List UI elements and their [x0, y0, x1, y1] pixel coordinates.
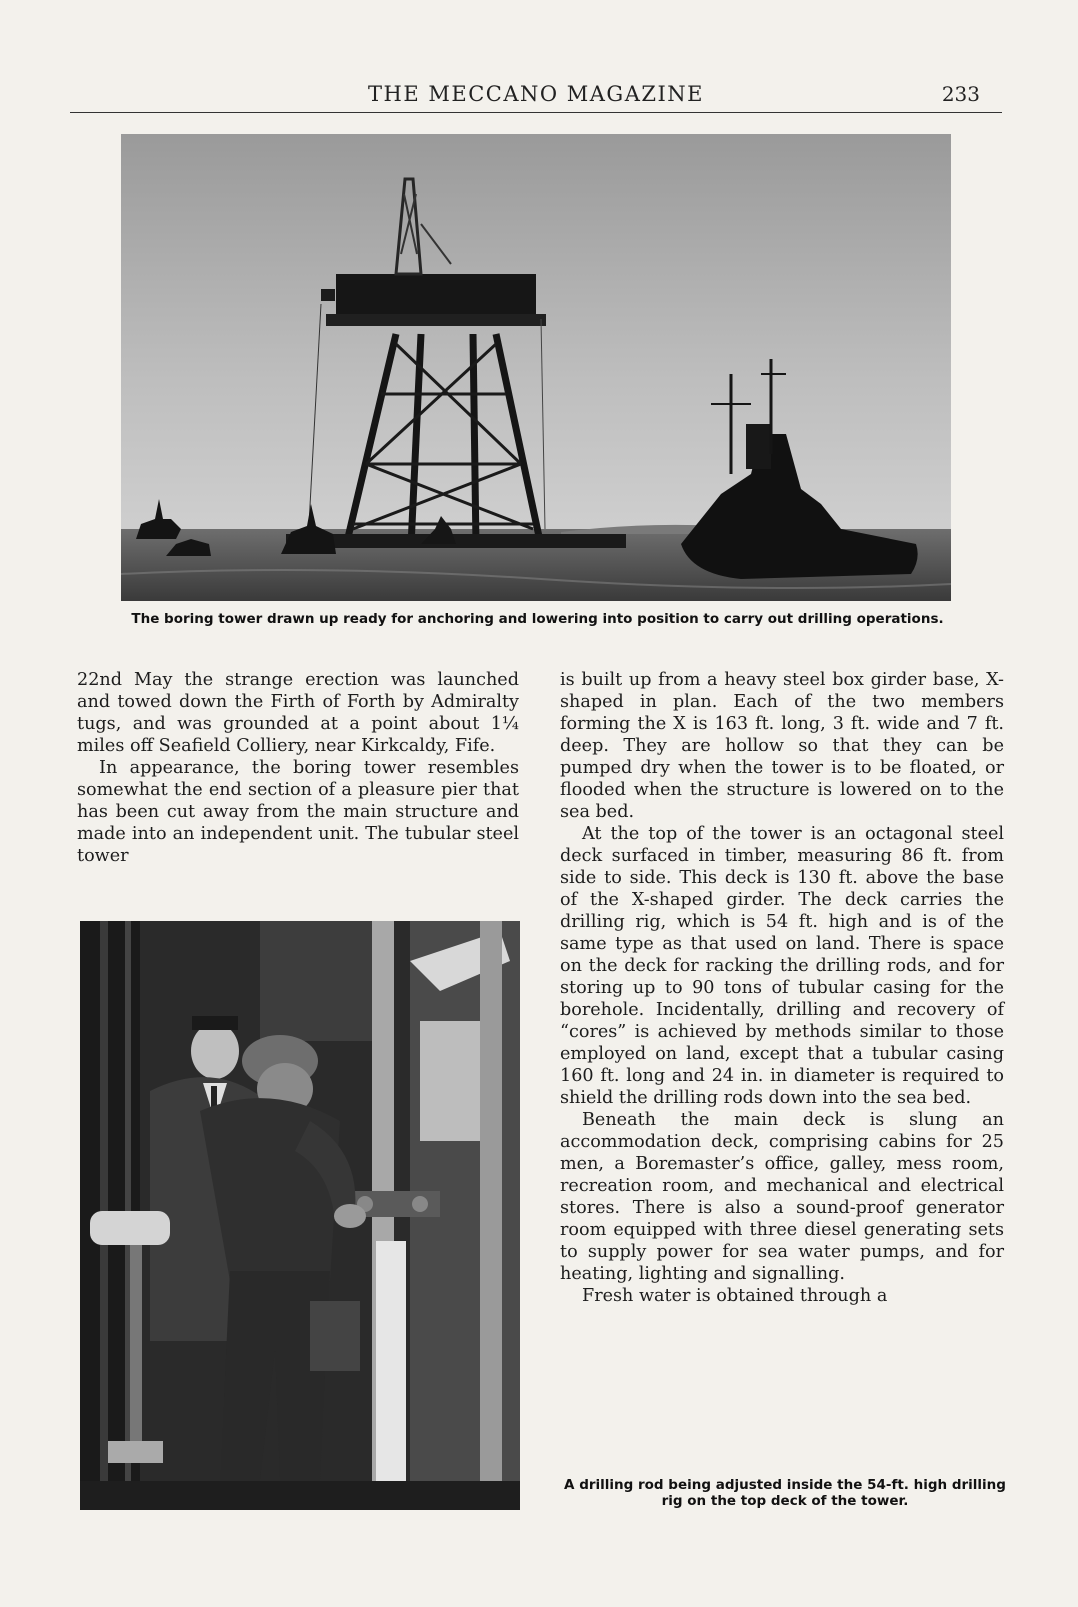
drilling-rig-photo — [80, 921, 520, 1510]
bottom-figure-caption: A drilling rod being adjusted inside the 54-ft. high drilling rig on the top deck of the tower. — [564, 1477, 1006, 1509]
left-paragraph-1: 22nd May the strange erection was launched and towed down the Firth of Forth by Admiralty tugs, and was grounded at a point about 1¼ miles off Seafield Colliery, near Kirkcaldy, Fife. — [77, 670, 519, 756]
boring-tower-photo — [121, 134, 951, 601]
right-column — [560, 669, 1004, 1307]
left-column — [77, 669, 519, 867]
right-paragraph-4: Fresh water is obtained through a — [582, 1286, 888, 1306]
right-paragraph-3: Beneath the main deck is slung an accommodation deck, comprising cabins for 25 men, a Boremaster’s office, galley, mess room, recreation room, and mechanical and electrical stores. There is also a sound-proof generator room equipped with three diesel generating sets to supply power for sea water pumps, and for heating, lighting and signalling. — [560, 1110, 1004, 1284]
magazine-title: THE MECCANO MAGAZINE — [368, 82, 704, 106]
right-paragraph-2: At the top of the tower is an octagonal steel deck surfaced in timber, measuring 86 ft. from side to side. This deck is 130 ft. above the base of the X-shaped girder. The deck carries the drilling rig, which is 54 ft. high and is of the same type as that used on land. There is space on the deck for racking the drilling rods, and for storing up to 90 tons of tubular casing for the borehole. Incidentally, drilling and recovery of “cores” is achieved by methods similar to those employed on land, except that a tubular casing 160 ft. long and 24 in. in diameter is required to shield the drilling rods down into the sea bed. — [560, 824, 1004, 1108]
page-header — [70, 78, 1002, 113]
top-figure-caption: The boring tower drawn up ready for anchoring and lowering into position to carry out drilling operations. — [131, 611, 944, 627]
page-number: 233 — [941, 82, 980, 106]
left-paragraph-2: In appearance, the boring tower resembles somewhat the end section of a pleasure pier that has been cut away from the main structure and made into an independent unit. The tubular steel tower — [77, 758, 519, 866]
right-paragraph-1: is built up from a heavy steel box girder base, X-shaped in plan. Each of the two members forming the X is 163 ft. long, 3 ft. wide and 7 ft. deep. They are hollow so that they can be pumped dry when the tower is to be floated, or flooded when the structure is lowered on to the sea bed. — [560, 670, 1004, 822]
